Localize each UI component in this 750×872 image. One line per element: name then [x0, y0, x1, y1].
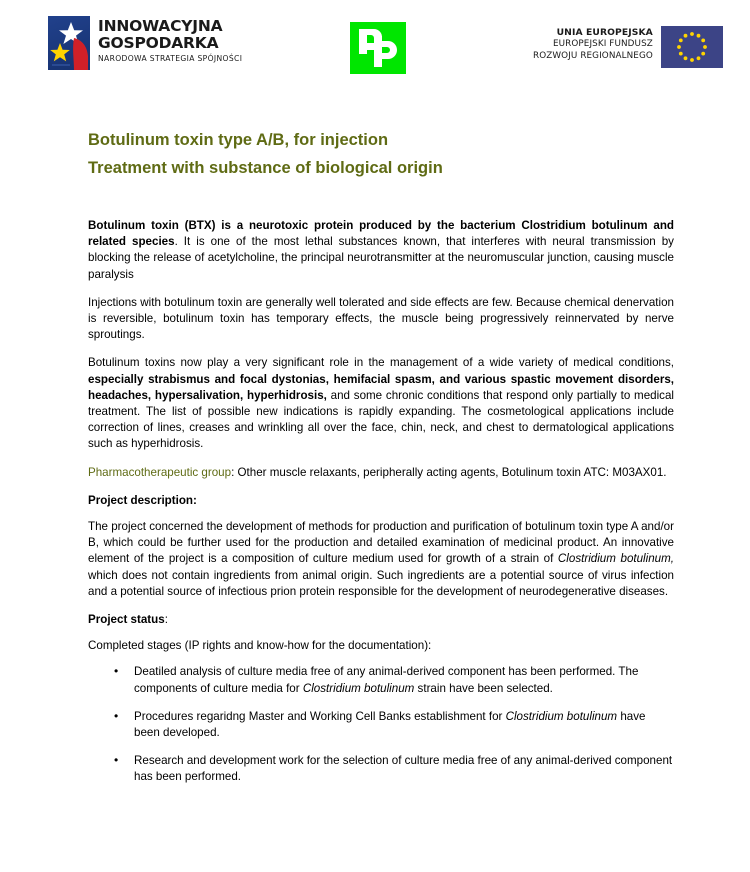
ig-line-1: INNOWACYJNA — [98, 17, 223, 35]
innowacyjna-gospodarka-wordmark — [98, 16, 242, 65]
project-status-heading — [88, 612, 674, 628]
pharmacotherapeutic-group-value: : Other muscle relaxants, peripherally acting agents, Botulinum toxin ATC: M03AX01. — [231, 465, 667, 479]
eu-wordmark — [533, 26, 653, 62]
stars-shape-icon — [48, 16, 90, 70]
tolerance-text: Injections with botulinum toxin are generally well tolerated and side effects are few. Because chemical denervation is reversible, botulinum toxin has temporary effects, the muscle being progressively reinnervated by nerve sproutings. — [88, 295, 674, 342]
project-description-heading-text: Project description: — [88, 493, 197, 507]
bullet-1-part1: Deatiled analysis of culture media free of any animal-derived component has been performed. The components of culture media for — [134, 665, 639, 695]
eu-line-3: ROZWOJU REGIONALNEGO — [533, 50, 653, 61]
page-title — [88, 126, 674, 182]
paragraph-intro — [88, 218, 674, 283]
european-union-flag-icon — [661, 26, 723, 68]
project-status-heading-text: Project status — [88, 613, 165, 627]
completed-stages-label-text: Completed stages (IP rights and know-how for the documentation): — [88, 639, 432, 653]
bullet-3-part1: Research and development work for the selection of culture media free of any animal-derived component has been performed. — [134, 754, 673, 784]
project-description-part1: The project concerned the development of methods for production and purification of botulinum toxin type A and/or B, which could be further used for the production and detailed examination of medicinal product. An innovative element of the project is a composition of culture medium used for growth of a strain of — [88, 520, 674, 566]
eu-stars-circle-icon — [661, 26, 723, 68]
bullet-2-italic: Clostridium botulinum — [505, 709, 618, 723]
bullet-1-italic: Clostridium botulinum — [302, 681, 415, 695]
bullet-1-part2: strain have been selected. — [414, 681, 553, 695]
project-status-heading-colon: : — [164, 613, 168, 627]
list-item — [134, 664, 674, 696]
np-monogram-green-icon — [350, 22, 406, 74]
np-glyph-icon — [350, 22, 406, 74]
project-description-species-italic: Clostridium botulinum, — [557, 552, 674, 566]
completed-stages-label — [88, 638, 674, 654]
page-title-line-1: Botulinum toxin type A/B, for injection — [88, 131, 389, 149]
ig-line-3: NARODOWA STRATEGIA SPÓJNOŚCI — [98, 54, 243, 63]
paragraph-pharmacotherapeutic-group — [88, 465, 674, 481]
completed-stages-list — [88, 664, 674, 785]
innowacyjna-gospodarka-logo — [48, 16, 242, 70]
eu-line-1: UNIA EUROPEJSKA — [556, 27, 653, 38]
ig-line-2: GOSPODARKA — [98, 33, 219, 52]
innowacyjna-gospodarka-stars-icon — [48, 16, 90, 70]
project-description-part2: which does not contain ingredients from animal origin. Such ingredients are a potential source of virus infection and a potential source of infectious prion protein responsible for the development of neurodegenerative diseases. — [88, 568, 674, 598]
unia-europejska-logo — [533, 26, 723, 68]
document-content — [88, 126, 674, 798]
intro-rest-text: . It is one of the most lethal substances known, that interferes with neural transmission by blocking the release of acetylcholine, the principal neurotransmitter at the neuromuscular junction, causing muscle paralysis — [88, 235, 674, 281]
bullet-2-part2: have been developed. — [134, 709, 646, 740]
intro-bold-text: Botulinum toxin (BTX) is a neurotoxic protein produced by the bacterium Clostridium botulinum and related species — [88, 219, 674, 249]
pharmacotherapeutic-group-label: Pharmacotherapeutic group — [88, 465, 232, 479]
paragraph-project-description — [88, 519, 674, 600]
eu-line-2: EUROPEJSKI FUNDUSZ — [552, 39, 653, 49]
logo-header-band — [0, 0, 750, 96]
paragraph-tolerance — [88, 295, 674, 344]
role-bold-text: especially strabismus and focal dystonias, hemifacial spasm, and various spastic movement disorders, headaches, hypersalivation, hyperhidrosis, — [88, 372, 674, 402]
list-item — [134, 753, 674, 785]
bullet-2-part1: Procedures regaridng Master and Working Cell Banks establishment for — [134, 709, 506, 723]
list-item — [134, 709, 674, 741]
role-part1-text: Botulinum toxins now play a very significant role in the management of a wide variety of medical conditions, — [88, 356, 674, 370]
project-description-heading — [88, 493, 674, 509]
page-title-line-2: Treatment with substance of biological origin — [88, 159, 443, 177]
role-part2-text: and some chronic conditions that respond only partially to medical treatment. The list of possible new indications is rapidly expanding. The cosmetological applications include correction of lines, creases and wrinkling all over the face, chin, neck, and chest to dermatological applications such as hyperhidrosis. — [88, 388, 674, 451]
paragraph-role — [88, 355, 674, 452]
